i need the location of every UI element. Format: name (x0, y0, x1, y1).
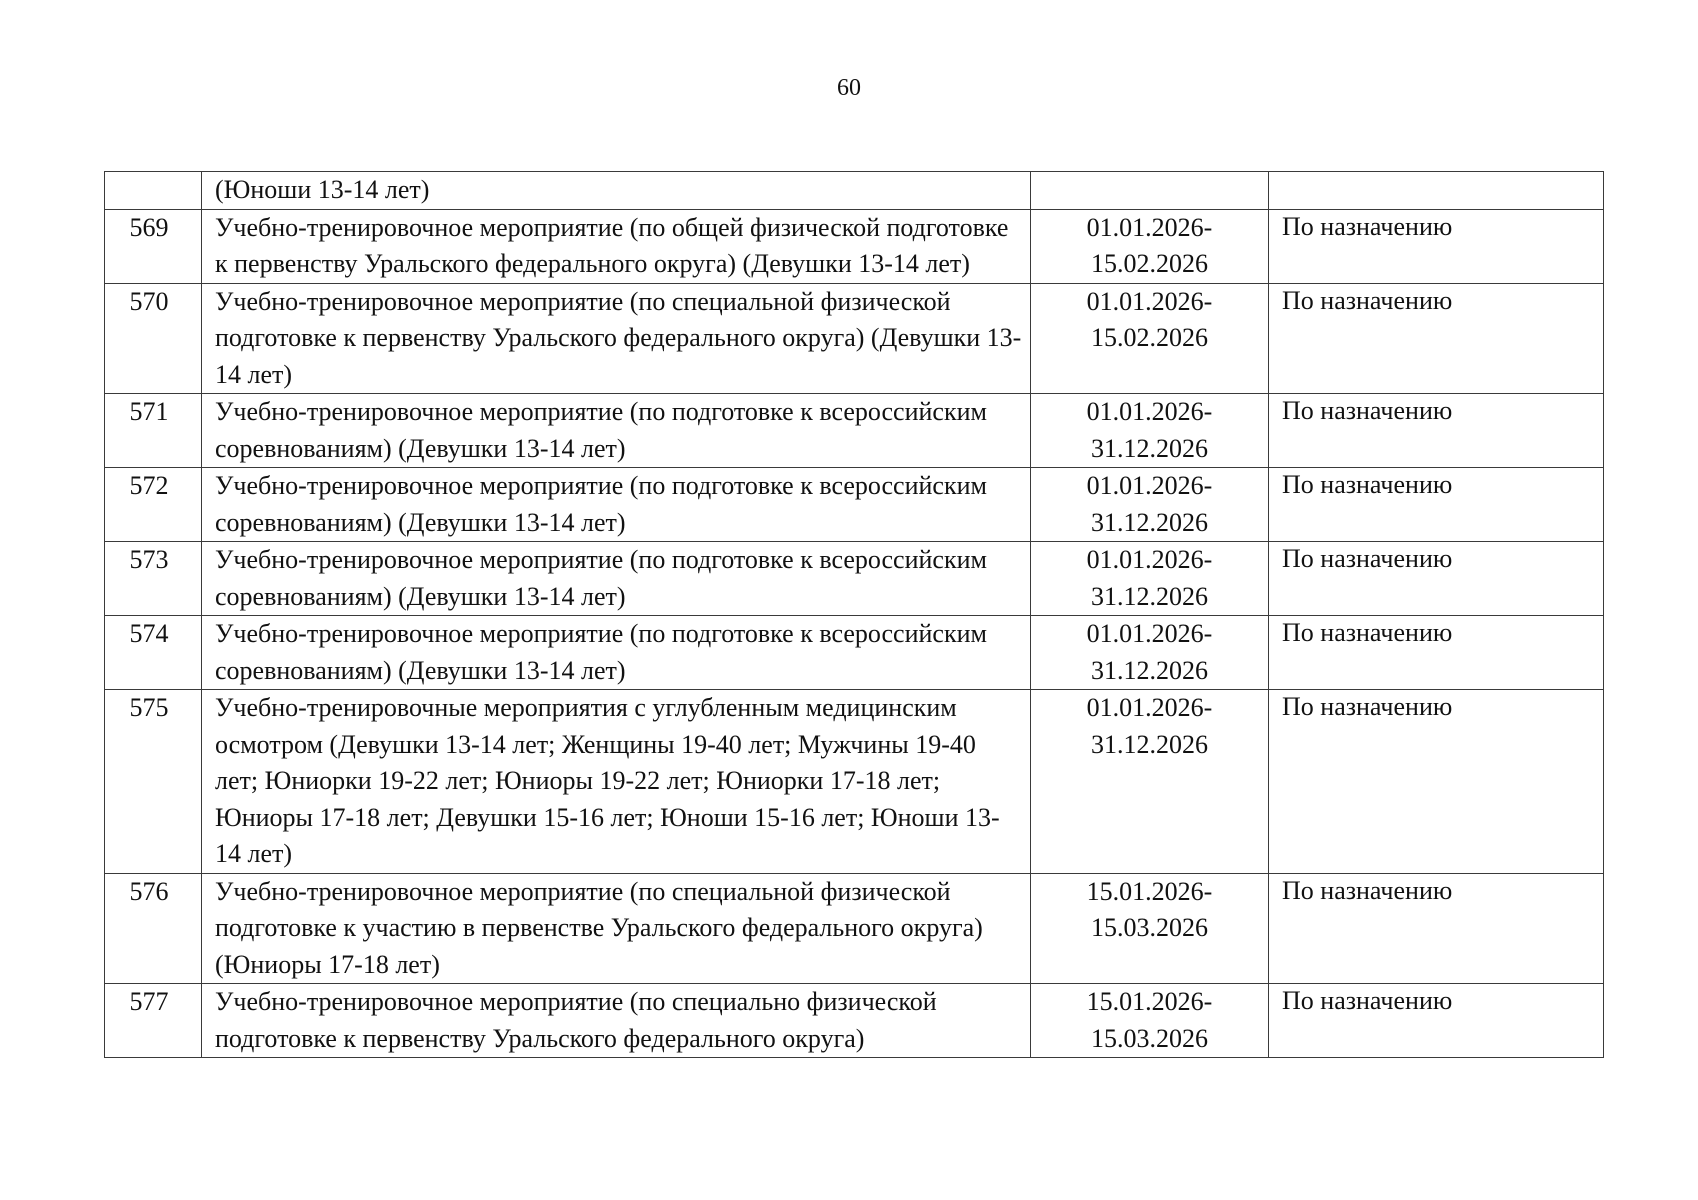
table-row (105, 209, 1604, 283)
date-end: 15.02.2026 (1091, 249, 1208, 278)
event-name-cell: Учебно-тренировочное мероприятие (по общей физической подготовке к первенству Уральского федерального округа) (Девушки 13-14 лет) (202, 209, 1031, 283)
date-end: 15.03.2026 (1091, 1023, 1208, 1053)
event-place-cell: По назначению (1269, 209, 1604, 283)
table-row (105, 283, 1604, 394)
table-row (105, 616, 1604, 690)
date-start: 01.01.2026- (1086, 545, 1213, 574)
page-number: 60 (837, 75, 861, 101)
event-place-cell: По назначению (1269, 468, 1604, 542)
event-date-cell (1031, 283, 1269, 394)
table-row (105, 984, 1604, 1058)
row-number-cell: 572 (105, 468, 202, 542)
date-end: 31.12.2026 (1091, 581, 1208, 611)
table-row (105, 468, 1604, 542)
row-number-cell: 576 (105, 873, 202, 984)
row-number-cell (105, 172, 202, 210)
event-date-cell (1031, 542, 1269, 616)
event-name-cell: Учебно-тренировочное мероприятие (по специально физической подготовке к первенству Уральского федерального округа) (202, 984, 1031, 1058)
row-number-cell: 575 (105, 690, 202, 874)
event-place-cell: По назначению (1269, 873, 1604, 984)
event-place-cell: По назначению (1269, 283, 1604, 394)
event-place-cell: По назначению (1269, 542, 1604, 616)
date-start: 01.01.2026- (1086, 212, 1213, 242)
event-date-cell (1031, 616, 1269, 690)
date-start: 15.01.2026- (1086, 876, 1213, 906)
event-name-cell: Учебно-тренировочное мероприятие (по специальной физической подготовке к первенству Уральского федерального округа) (Девушки 13-14 лет) (202, 283, 1031, 394)
event-place-cell: По назначению (1269, 690, 1604, 874)
event-date-cell (1031, 984, 1269, 1058)
row-number-cell: 574 (105, 616, 202, 690)
table-row (105, 394, 1604, 468)
date-start: 15.01.2026- (1086, 987, 1213, 1016)
row-number-cell: 577 (105, 984, 202, 1058)
row-number-cell: 570 (105, 283, 202, 394)
event-date-cell (1031, 394, 1269, 468)
event-name-cell: Учебно-тренировочное мероприятие (по подготовке к всероссийским соревнованиям) (Девушки 13-14 лет) (202, 394, 1031, 468)
date-start: 01.01.2026- (1086, 693, 1213, 722)
date-start: 01.01.2026- (1086, 286, 1213, 316)
event-place-cell (1269, 172, 1604, 210)
date-start: 01.01.2026- (1086, 397, 1213, 426)
date-start: 01.01.2026- (1086, 471, 1213, 500)
event-date-cell (1031, 873, 1269, 984)
date-end: 31.12.2026 (1091, 655, 1208, 685)
event-place-cell: По назначению (1269, 616, 1604, 690)
event-name-cell: Учебно-тренировочное мероприятие (по подготовке к всероссийским соревнованиям) (Девушки 13-14 лет) (202, 542, 1031, 616)
event-name-cell: Учебно-тренировочное мероприятие (по подготовке к всероссийским соревнованиям) (Девушки 13-14 лет) (202, 616, 1031, 690)
date-end: 31.12.2026 (1091, 729, 1208, 759)
continued-row (105, 172, 1604, 210)
table-row (105, 542, 1604, 616)
event-name-cell: Учебно-тренировочные мероприятия с углубленным медицинским осмотром (Девушки 13-14 лет; Женщины 19-40 лет; Мужчины 19-40 лет; Юниорки 19-22 лет; Юниоры 19-22 лет; Юниорки 17-18 лет; Юниоры 17-18 лет; Девушки 15-16 лет; Юноши 15-16 лет; Юноши 13-14 лет) (202, 690, 1031, 874)
row-number-cell: 569 (105, 209, 202, 283)
event-date-cell (1031, 690, 1269, 874)
date-end: 15.02.2026 (1091, 323, 1208, 352)
event-date-cell (1031, 172, 1269, 210)
table-row (105, 873, 1604, 984)
row-number-cell: 571 (105, 394, 202, 468)
event-name-cell: Учебно-тренировочное мероприятие (по специальной физической подготовке к участию в первенстве Уральского федерального округа) (Юниоры 17-18 лет) (202, 873, 1031, 984)
date-end: 15.03.2026 (1091, 913, 1208, 942)
event-place-cell: По назначению (1269, 394, 1604, 468)
row-number-cell: 573 (105, 542, 202, 616)
table-row (105, 690, 1604, 874)
event-date-cell (1031, 468, 1269, 542)
event-place-cell: По назначению (1269, 984, 1604, 1058)
date-start: 01.01.2026- (1086, 619, 1213, 648)
event-name-cell: Учебно-тренировочное мероприятие (по подготовке к всероссийским соревнованиям) (Девушки 13-14 лет) (202, 468, 1031, 542)
date-end: 31.12.2026 (1091, 507, 1208, 537)
events-table (104, 171, 1604, 1058)
event-name-cell: (Юноши 13-14 лет) (202, 172, 1031, 210)
event-date-cell (1031, 209, 1269, 283)
date-end: 31.12.2026 (1091, 433, 1208, 463)
